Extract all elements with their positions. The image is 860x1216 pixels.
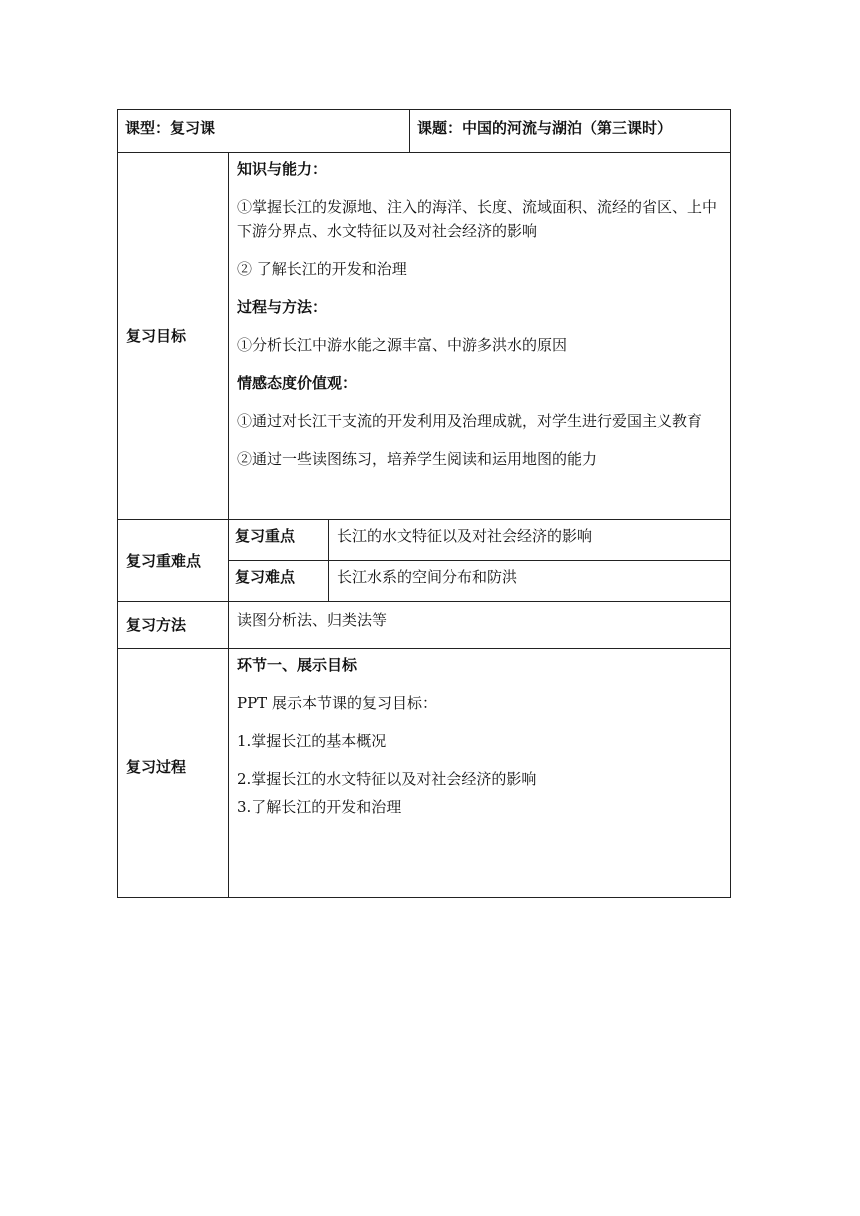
focus-text: 长江的水文特征以及对社会经济的影响 (329, 520, 731, 561)
lesson-plan-table (117, 109, 731, 898)
difficulty-text: 长江水系的空间分布和防洪 (329, 561, 731, 602)
objectives-row (118, 153, 731, 520)
method-text: 读图分析法、归类法等 (229, 602, 731, 649)
method-row (118, 602, 731, 649)
emotion-item-1: ①通过对长江干支流的开发利用及治理成就，对学生进行爱国主义教育 (237, 412, 703, 430)
process-item-3: 3.了解长江的开发和治理 (237, 798, 402, 816)
process-method-item-1: ①分析长江中游水能之源丰富、中游多洪水的原因 (237, 336, 568, 354)
knowledge-item-2: ② 了解长江的开发和治理 (237, 260, 407, 278)
process-content (229, 649, 731, 898)
lesson-type-cell: 课型：复习课 (118, 110, 410, 153)
step-heading: 环节一、展示目标 (237, 656, 358, 674)
header-row (118, 110, 731, 153)
process-item-2: 2.掌握长江的水文特征以及对社会经济的影响 (237, 770, 537, 788)
process-row (118, 649, 731, 898)
emotion-heading: 情感态度价值观： (237, 374, 358, 392)
objectives-content (229, 153, 731, 520)
knowledge-item-1: ①掌握长江的发源地、注入的海洋、长度、流域面积、流经的省区、上中下游分界点、水文特征以及对社会经济的影响 (237, 198, 718, 240)
key-points-label: 复习重难点 (118, 520, 229, 602)
knowledge-heading: 知识与能力： (237, 160, 328, 178)
process-item-1: 1.掌握长江的基本概况 (237, 732, 387, 750)
focus-row (118, 520, 731, 561)
lesson-topic-cell: 课题：中国的河流与湖泊（第三课时） (410, 110, 731, 153)
emotion-item-2: ②通过一些读图练习，培养学生阅读和运用地图的能力 (237, 450, 598, 468)
focus-label: 复习重点 (229, 520, 329, 561)
difficulty-label: 复习难点 (229, 561, 329, 602)
method-label: 复习方法 (118, 602, 229, 649)
process-label: 复习过程 (118, 649, 229, 898)
process-intro: PPT 展示本节课的复习目标： (237, 694, 437, 712)
process-method-heading: 过程与方法： (237, 298, 328, 316)
objectives-label: 复习目标 (118, 153, 229, 520)
